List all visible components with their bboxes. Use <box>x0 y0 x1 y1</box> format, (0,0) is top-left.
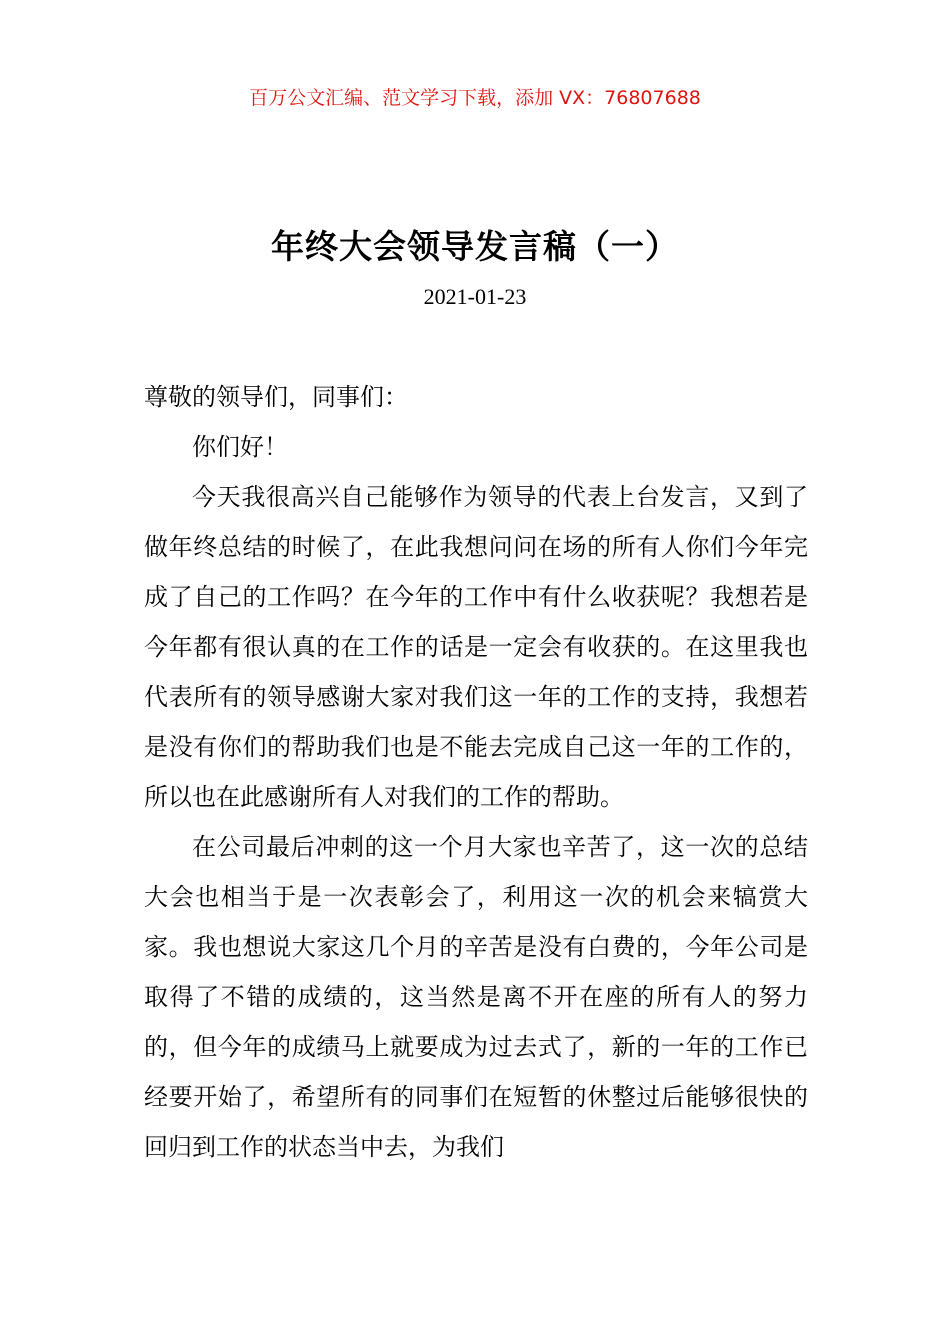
document-title: 年终大会领导发言稿（一） <box>271 227 679 266</box>
document-date: 2021-01-23 <box>423 284 527 309</box>
salutation: 尊敬的领导们，同事们： <box>144 383 408 411</box>
header-promo-note: 百万公文汇编、范文学习下载，添加 VX：76807688 <box>249 87 701 109</box>
document-body <box>144 372 808 1172</box>
greeting: 你们好！ <box>192 433 288 461</box>
body-paragraph-1: 今天我很高兴自己能够作为领导的代表上台发言，又到了做年终总结的时候了，在此我想问问在场的所有人你们今年完成了自己的工作吗？在今年的工作中有什么收获呢？我想若是今年都有很认真的在工作的话是一定会有收获的。在这里我也代表所有的领导感谢大家对我们这一年的工作的支持，我想若是没有你们的帮助我们也是不能去完成自己这一年的工作的，所以也在此感谢所有人对我们的工作的帮助。 <box>144 483 808 811</box>
body-paragraph-2: 在公司最后冲刺的这一个月大家也辛苦了，这一次的总结大会也相当于是一次表彰会了，利用这一次的机会来犒赏大家。我也想说大家这几个月的辛苦是没有白费的，今年公司是取得了不错的成绩的，这当然是离不开在座的所有人的努力的，但今年的成绩马上就要成为过去式了，新的一年的工作已经要开始了，希望所有的同事们在短暂的休整过后能够很快的回归到工作的状态当中去，为我们 <box>144 833 808 1161</box>
